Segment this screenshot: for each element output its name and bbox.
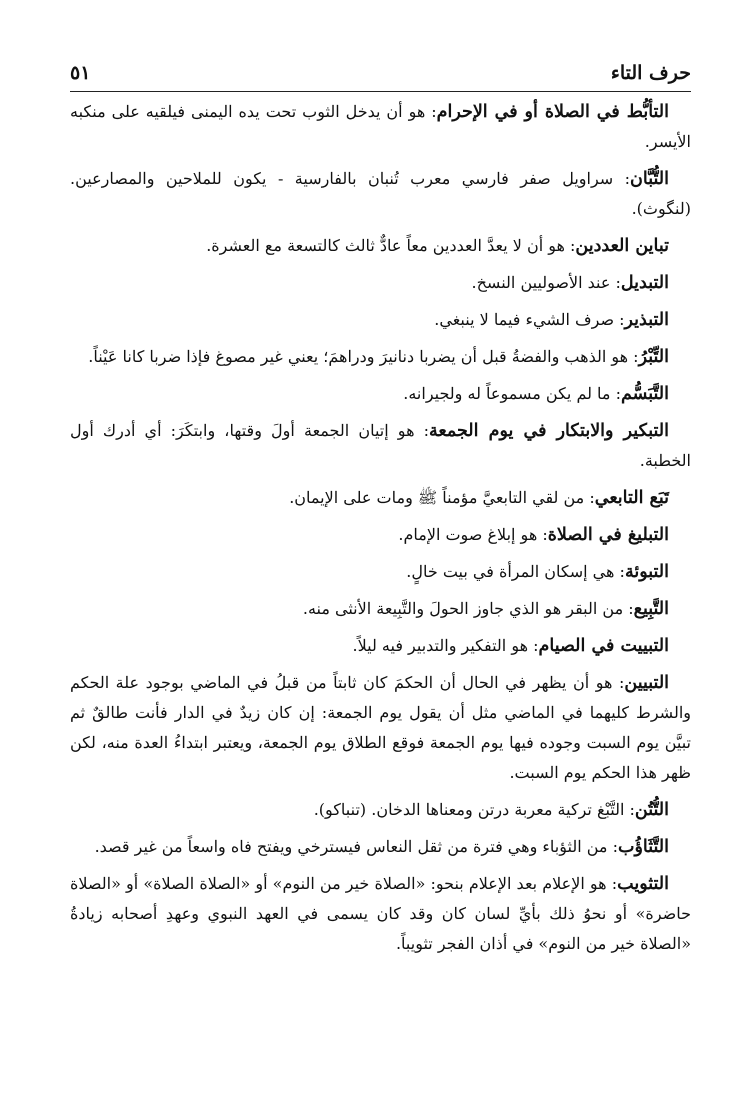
- entry-separator: :: [613, 169, 631, 188]
- entry-separator: :: [610, 273, 621, 292]
- entry-term: التبليغ في الصلاة: [547, 525, 669, 545]
- entry-definition: من البقر هو الذي جاوز الحولَ والتَّبِيعة الأنثى منه.: [302, 599, 624, 618]
- entry-definition: هو أن يظهر في الحال أن الحكمَ كان ثابتاً من قبلُ في الماضي بوجود علة الحكم والشرط كليهما في الماضي مثل أن يقول يوم الجمعة: إن كان زيدٌ في الدار فأنت طالقٌ ثم تبيَّن يوم السبت وجوده فيها يوم الجمعة فوقع الطلاق يوم الجمعة، ويعتبر ابتداءُ العدة منه، لكن ظهر هذا الحكم يوم السبت.: [70, 673, 691, 782]
- entry: [70, 869, 691, 959]
- entry-separator: :: [612, 673, 625, 692]
- entry-definition: هو أن لا يعدَّ العددين معاً عادٌّ ثالث كالتسعة مع العشرة.: [206, 236, 565, 255]
- entry-term: التبذير: [624, 310, 669, 330]
- entry-definition: هو الإعلام بعد الإعلام بنحو: «الصلاة خير من النوم» أو «الصلاة الصلاة» أو «الصلاة حاضرة» أو نحوُ ذلك بأيِّ لسان كان وقد كان يسمى في العهد النبوي وعهدِ أصحابه زيادةُ «الصلاة خير من النوم» في أذان الفجر تثويباً.: [70, 874, 691, 953]
- entry-term: التَّثَاؤُب: [617, 837, 669, 857]
- entry-definition: عند الأصوليين النسخ.: [471, 273, 611, 292]
- entry-definition: هو إتيان الجمعة أولَ وقتها، وابتكَرَ: أي أدرك أول الخطبة.: [70, 421, 691, 470]
- entry-separator: :: [414, 421, 430, 440]
- entry: [70, 557, 691, 587]
- entry: [70, 305, 691, 335]
- entry-term: التُّتُن: [634, 800, 669, 820]
- entry-separator: :: [537, 525, 548, 544]
- entry-definition: هو إبلاغ صوت الإمام.: [398, 525, 538, 544]
- entry-separator: :: [584, 488, 595, 507]
- entry-separator: :: [528, 636, 539, 655]
- entry-term: تباين العددين: [575, 236, 669, 256]
- entry-term: التثويب: [617, 874, 669, 894]
- entry-term: التَّبَسُّم: [620, 384, 669, 404]
- entries-list: [70, 97, 691, 966]
- entry-separator: :: [610, 384, 621, 403]
- entry: [70, 631, 691, 661]
- entry: [70, 520, 691, 550]
- entry: [70, 268, 691, 298]
- entry-separator: :: [425, 102, 437, 121]
- entry-definition: من لقي التابعيَّ مؤمناً ﷺ ومات على الإيمان.: [289, 488, 585, 507]
- entry: [70, 379, 691, 409]
- entry-definition: من الثؤباء وهي فترة من ثقل النعاس فيسترخي ويفتح فاه واسعاً من غير قصد.: [94, 837, 608, 856]
- entry-term: التبكير والابتكار في يوم الجمعة: [429, 421, 669, 441]
- entry-term: التأبُّط في الصلاة أو في الإحرام: [436, 102, 670, 122]
- entry-definition: هو الذهب والفضةُ قبل أن يضربا دنانيرَ ودراهمَ؛ يعني غير مصوغ فإذا ضربا كانا عَيْناً.: [88, 347, 629, 366]
- chapter-title: حرف التاء: [610, 62, 691, 84]
- entry-term: التِّبْرُ: [638, 347, 669, 367]
- entry-definition: التَّبْغ تركية معربة درتن ومعناها الدخان. (تنباكو).: [313, 800, 625, 819]
- entry-separator: :: [624, 800, 635, 819]
- entry: [70, 832, 691, 862]
- entry-term: تَبَع التابعي: [594, 488, 669, 508]
- entry: [70, 231, 691, 261]
- entry-term: التبديل: [620, 273, 669, 293]
- entry-separator: :: [607, 837, 618, 856]
- entry-term: التُّبَّان: [630, 169, 669, 189]
- header-rule: [70, 91, 691, 92]
- entry-separator: :: [614, 562, 625, 581]
- entry-separator: :: [606, 874, 618, 893]
- entry-separator: :: [614, 310, 625, 329]
- entry: [70, 668, 691, 788]
- entry-separator: :: [623, 599, 634, 618]
- entry-definition: سراويل صفر فارسي معرب تُنبان بالفارسية - يكون للملاحين والمصارعين. (لنگوث).: [70, 169, 691, 218]
- entry-definition: صرف الشيء فيما لا ينبغي.: [434, 310, 615, 329]
- entry-definition: هي إسكان المرأة في بيت خالٍ.: [406, 562, 615, 581]
- entry-term: التبييت في الصيام: [538, 636, 669, 656]
- entry: [70, 97, 691, 157]
- entry-definition: هو أن يدخل الثوب تحت يده اليمنى فيلقيه على منكبه الأيسر.: [70, 102, 691, 151]
- entry-term: التبوئة: [624, 562, 669, 582]
- entry-separator: :: [564, 236, 576, 255]
- entry-definition: هو التفكير والتدبير فيه ليلاً.: [352, 636, 529, 655]
- entry: [70, 594, 691, 624]
- entry-separator: :: [628, 347, 639, 366]
- entry-term: التبيين: [624, 673, 670, 693]
- entry-definition: ما لم يكن مسموعاً له ولجيرانه.: [403, 384, 611, 403]
- entry: [70, 416, 691, 476]
- page-number: ٥١: [70, 62, 91, 84]
- entry: [70, 342, 691, 372]
- entry: [70, 483, 691, 513]
- entry: [70, 164, 691, 224]
- entry: [70, 795, 691, 825]
- page-header: [70, 56, 691, 90]
- entry-term: التَّبِيع: [633, 599, 669, 619]
